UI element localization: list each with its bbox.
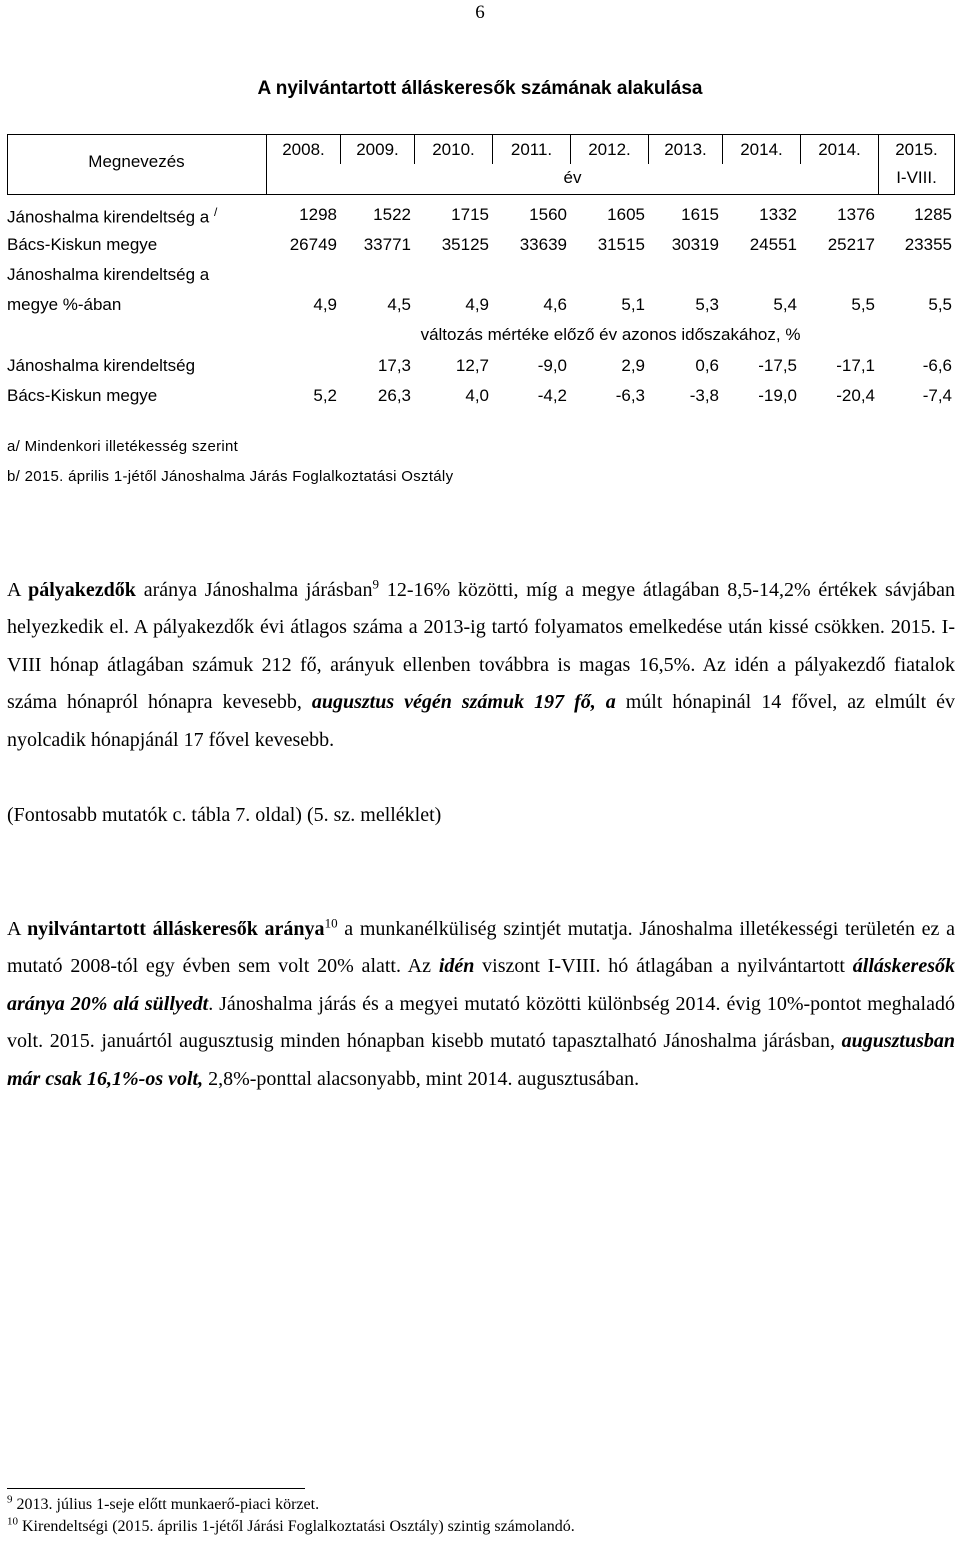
table-cell: 4,9 bbox=[465, 295, 489, 314]
table-cell: 1715 bbox=[451, 205, 489, 224]
row-label: Jánoshalma kirendeltség a / bbox=[7, 205, 218, 227]
row-label: Jánoshalma kirendeltség bbox=[7, 356, 196, 375]
year-header: 2014. bbox=[818, 140, 861, 159]
table-title: A nyilvántartott álláskeresők számának alakulása bbox=[257, 78, 703, 99]
table-cell: 30319 bbox=[671, 235, 719, 254]
table-cell: 1298 bbox=[299, 205, 337, 224]
year-header: 2013. bbox=[664, 140, 707, 159]
table-cell: 35125 bbox=[441, 235, 489, 254]
table-cell: 2,9 bbox=[621, 356, 645, 375]
table-cell: -7,4 bbox=[922, 386, 952, 405]
table-cell: 5,2 bbox=[313, 386, 337, 405]
year-header: 2010. bbox=[432, 140, 475, 159]
table-header-bottom-border bbox=[7, 194, 955, 195]
footnote: $^{10}$ Kirendeltségi (2015. április 1-jétől Járási Foglalkoztatási Osztály) szintig számolandó. bbox=[7, 1515, 575, 1535]
table-note: b/ 2015. április 1-jétől Jánoshalma Járás Foglalkoztatási Osztály bbox=[7, 468, 454, 485]
table-cell: 1332 bbox=[759, 205, 797, 224]
table-cell: 33771 bbox=[363, 235, 411, 254]
year-header: 2009. bbox=[356, 140, 399, 159]
table-cell: 26749 bbox=[289, 235, 337, 254]
table-cell: 4,9 bbox=[313, 295, 337, 314]
table-cell: 5,1 bbox=[621, 295, 645, 314]
table-cell: 1560 bbox=[529, 205, 567, 224]
table-cell: -9,0 bbox=[537, 356, 567, 375]
unit-label: év bbox=[563, 168, 582, 187]
table-cell: -19,0 bbox=[758, 386, 797, 405]
table-cell: 1615 bbox=[681, 205, 719, 224]
table-cell: 24551 bbox=[749, 235, 797, 254]
table-cell: 5,3 bbox=[695, 295, 719, 314]
table-cell: 33639 bbox=[519, 235, 567, 254]
table-cell: 17,3 bbox=[377, 356, 411, 375]
row-label-line2: megye %-ában bbox=[7, 295, 122, 314]
table-cell: 5,5 bbox=[851, 295, 875, 314]
paragraph-pályakezdők: A pályakezdők aránya Jánoshalma járásban$^9$ 12-16% közötti, míg a megye átlagában 8,5-14,2% értékek sávjában helyezkedik el. A pályakezdők évi átlagos száma a 2013-ig tartó folyamatos emelkedése után kissé csökken. 2015. I-VIII hónap átlagában számuk 212 fő, arányuk ellenben továbbra is magas 16,5%. Az idén a pályakezdő fiatalok száma hónapról hónapra kevesebb, augusztus végén számuk 197 fő, a múlt hónapinál 14 fővel, az elmúlt év nyolcadik hónapjánál 17 fővel kevesebb. bbox=[7, 576, 956, 751]
year-header: 2014. bbox=[740, 140, 783, 159]
table-cell: 31515 bbox=[597, 235, 645, 254]
table-right-border bbox=[954, 134, 955, 194]
table-cell: 1376 bbox=[837, 205, 875, 224]
period-label: I-VIII. bbox=[896, 168, 937, 187]
table-cell: 5,4 bbox=[773, 295, 797, 314]
table-cell: 1522 bbox=[373, 205, 411, 224]
row-label-line1: Jánoshalma kirendeltség a bbox=[7, 265, 210, 284]
row-label: Bács-Kiskun megye bbox=[7, 386, 158, 405]
table-cell: -3,8 bbox=[689, 386, 719, 405]
table-cell: -17,1 bbox=[836, 356, 875, 375]
row-label: Bács-Kiskun megye bbox=[7, 235, 158, 254]
table-cell: 25217 bbox=[827, 235, 875, 254]
table-cell: 1285 bbox=[914, 205, 952, 224]
footnote: $^9$ 2013. július 1-seje előtt munkaerő-piaci körzet. bbox=[7, 1493, 320, 1513]
footnote-separator bbox=[7, 1488, 305, 1489]
table-cell: 26,3 bbox=[377, 386, 411, 405]
year-header: 2012. bbox=[588, 140, 631, 159]
paragraph-álláskeresők-aránya: A nyilvántartott álláskeresők aránya$^{10}$ a munkanélküliség szintjét mutatja. Jánoshalma illetékességi területén ez a mutató 2008-tól egy évben sem volt 20% alatt. Az idén viszont I-VIII. hó átlagában a nyilvántartott álláskeresők aránya 20% alá süllyedt. Jánoshalma járás és a megyei mutató közötti különbség 2014. évig 10%-pontot meghaladó volt. 2015. januártól augusztusig minden hónapban kisebb mutató tapasztalható Jánoshalma járásban, augusztusban már csak 16,1%-os volt, 2,8%-ponttal alacsonyabb, mint 2014. augusztusában. bbox=[7, 915, 955, 1090]
reference-line: (Fontosabb mutatók c. tábla 7. oldal) (5. sz. melléklet) bbox=[7, 804, 442, 826]
header-label: Megnevezés bbox=[88, 152, 185, 171]
table-cell: 12,7 bbox=[455, 356, 489, 375]
year-header: 2011. bbox=[510, 140, 553, 159]
table-cell: 0,6 bbox=[695, 356, 719, 375]
table-cell: -20,4 bbox=[836, 386, 875, 405]
change-header: változás mértéke előző év azonos időszakához, % bbox=[420, 325, 801, 344]
table-cell: 1605 bbox=[607, 205, 645, 224]
year-header: 2015. bbox=[895, 140, 938, 159]
table-cell: -17,5 bbox=[758, 356, 797, 375]
table-cell: 4,6 bbox=[543, 295, 567, 314]
table-cell: -6,3 bbox=[615, 386, 645, 405]
table-cell: 5,5 bbox=[928, 295, 952, 314]
table-top-border bbox=[7, 134, 955, 135]
table-cell: -4,2 bbox=[537, 386, 567, 405]
table-cell: -6,6 bbox=[922, 356, 952, 375]
table-cell: 23355 bbox=[904, 235, 952, 254]
table-cell: 4,0 bbox=[465, 386, 489, 405]
page-number: 6 bbox=[475, 2, 485, 23]
year-header: 2008. bbox=[282, 140, 325, 159]
table-cell: 4,5 bbox=[387, 295, 411, 314]
table-note: a/ Mindenkori illetékesség szerint bbox=[7, 438, 239, 455]
